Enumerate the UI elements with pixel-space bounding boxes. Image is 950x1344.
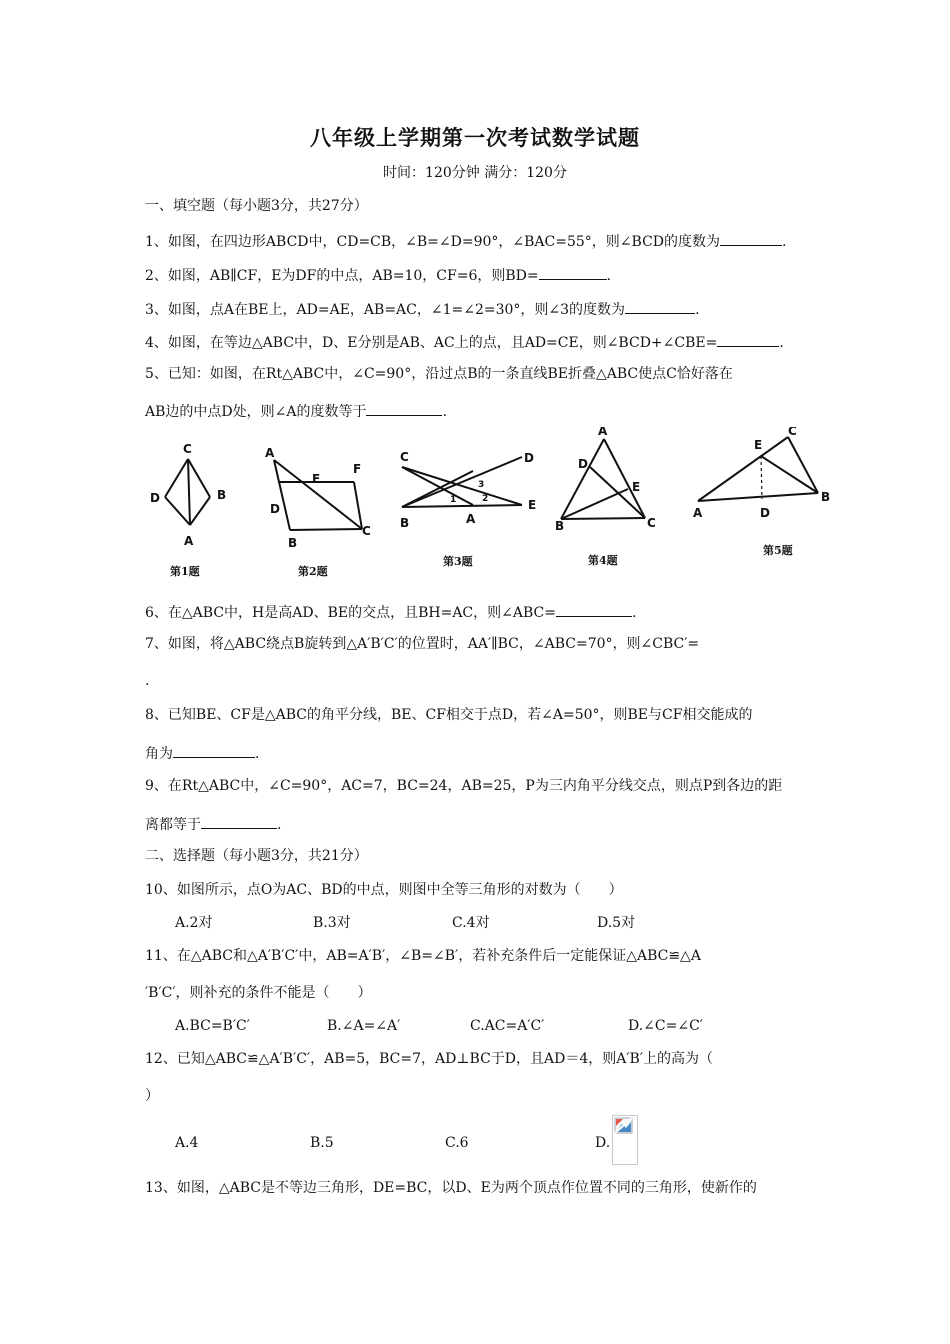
question-7-line-2: . (145, 673, 150, 689)
figures-strip (148, 427, 838, 587)
question-12-line-1: 12、已知△ABC≌△A′B′C′，AB=5，BC=7，AD⊥BC于D，且AD＝4，则A′B′上的高为（ (145, 1051, 714, 1067)
svg-text:E: E (632, 480, 641, 494)
page-title: 八年级上学期第一次考试数学试题 (310, 125, 640, 150)
question-4: 4、如图，在等边△ABC中，D、E分别是AB、AC上的点，且AD=CE，则∠BCD+∠CBE= . (145, 331, 815, 353)
svg-text:D: D (150, 491, 160, 505)
svg-text:B: B (821, 490, 831, 504)
answer-blank (539, 264, 607, 280)
question-10-option-a: A.2对 (175, 915, 213, 931)
question-8-line-2: 角为 . (145, 742, 815, 764)
section-heading-multiple-choice: 二、选择题（每小题3分，共21分） (145, 848, 368, 864)
answer-blank (366, 400, 442, 416)
answer-blank (717, 331, 779, 347)
svg-text:C: C (183, 442, 192, 456)
question-7-line-1: 7、如图，将△ABC绕点B旋转到△A′B′C′的位置时，AA′∥BC，∠ABC=70°，则∠CBC′= (145, 636, 700, 652)
svg-text:D: D (270, 502, 280, 516)
caption-figure-1: 第1题 (170, 565, 200, 578)
question-2: 2、如图，AB∥CF，E为DF的中点，AB=10，CF=6，则BD= . (145, 264, 815, 286)
question-12-option-a: A.4 (175, 1135, 199, 1151)
answer-blank (173, 742, 255, 758)
answer-blank (625, 298, 695, 314)
question-6: 6、在△ABC中，H是高AD、BE的交点，且BH=AC，则∠ABC= . (145, 601, 815, 623)
question-12-line-2: ） (145, 1088, 159, 1104)
question-10-option-d: D.5对 (597, 915, 636, 931)
svg-text:A: A (693, 506, 703, 520)
svg-text:D: D (760, 506, 770, 520)
svg-text:B: B (555, 519, 565, 533)
question-8-line-1: 8、已知BE、CF是△ABC的角平分线，BE、CF相交于点D，若∠A=50°，则BE与CF相交能成的 (145, 707, 753, 723)
caption-figure-4: 第4题 (588, 554, 618, 567)
question-5-line-1: 5、已知：如图，在Rt△ABC中，∠C=90°，沿过点B的一条直线BE折叠△ABC使点C恰好落在 (145, 366, 733, 382)
svg-text:C: C (400, 450, 409, 464)
caption-figure-5: 第5题 (763, 544, 793, 557)
exam-time-score: 时间：120分钟 满分：120分 (383, 165, 567, 181)
broken-image-icon (612, 1115, 638, 1165)
question-13: 13、如图，△ABC是不等边三角形，DE=BC，以D、E为两个顶点作位置不同的三角形，使新作的 (145, 1180, 757, 1196)
svg-text:1: 1 (450, 495, 457, 505)
svg-text:E: E (312, 472, 321, 486)
question-12-option-c: C.6 (445, 1135, 469, 1151)
svg-text:E: E (528, 498, 537, 512)
question-1: 1、如图，在四边形ABCD中，CD=CB，∠B=∠D=90°，∠BAC=55°，则∠BCD的度数为 . (145, 230, 815, 252)
figure-3 (400, 450, 536, 568)
svg-text:A: A (184, 534, 194, 548)
question-11-line-1: 11、在△ABC和△A′B′C′中，AB=A′B′，∠B=∠B′，若补充条件后一定能保证△ABC≌△A (145, 948, 701, 964)
svg-text:B: B (217, 488, 227, 502)
caption-figure-2: 第2题 (298, 565, 328, 578)
svg-text:3: 3 (478, 480, 485, 490)
question-10: 10、如图所示，点O为AC、BD的中点，则图中全等三角形的对数为（ ） (145, 882, 623, 898)
figure-4 (555, 427, 656, 567)
svg-text:2: 2 (482, 494, 489, 504)
svg-text:B: B (400, 516, 410, 530)
question-11-option-c: C.AC=A′C′ (470, 1018, 545, 1034)
svg-text:D: D (524, 451, 534, 465)
question-10-option-c: C.4对 (452, 915, 490, 931)
question-3: 3、如图，点A在BE上，AD=AE，AB=AC，∠1=∠2=30°，则∠3的度数为 . (145, 298, 815, 320)
svg-text:C: C (362, 524, 371, 538)
question-10-option-b: B.3对 (313, 915, 351, 931)
svg-text:E: E (754, 438, 763, 452)
question-11-option-a: A.BC=B′C′ (175, 1018, 250, 1034)
answer-blank (720, 230, 782, 246)
question-11-option-b: B.∠A=∠A′ (327, 1018, 401, 1034)
section-heading-fill-in: 一、填空题（每小题3分，共27分） (145, 198, 368, 214)
question-9-line-1: 9、在Rt△ABC中，∠C=90°，AC=7，BC=24，AB=25，P为三内角平分线交点，则点P到各边的距 (145, 778, 783, 794)
svg-text:D: D (578, 457, 588, 471)
svg-text:A: A (466, 512, 476, 526)
figure-2 (265, 446, 371, 578)
svg-text:B: B (288, 536, 298, 550)
svg-text:A: A (265, 446, 275, 460)
answer-blank (201, 813, 277, 829)
question-11-line-2: ′B′C′，则补充的条件不能是（ ） (145, 985, 372, 1001)
question-12-option-b: B.5 (310, 1135, 334, 1151)
question-12-option-d: D. (595, 1135, 611, 1151)
question-5-line-2: AB边的中点D处，则∠A的度数等于 . (145, 400, 815, 422)
svg-text:A: A (598, 427, 608, 438)
question-9-line-2: 离都等于 . (145, 813, 815, 835)
answer-blank (556, 601, 632, 617)
svg-text:C: C (647, 516, 656, 530)
svg-text:F: F (353, 462, 362, 476)
caption-figure-3: 第3题 (443, 555, 473, 568)
svg-text:C: C (788, 427, 797, 438)
figure-1 (150, 442, 226, 578)
figure-5 (693, 427, 830, 557)
question-11-option-d: D.∠C=∠C′ (628, 1018, 703, 1034)
